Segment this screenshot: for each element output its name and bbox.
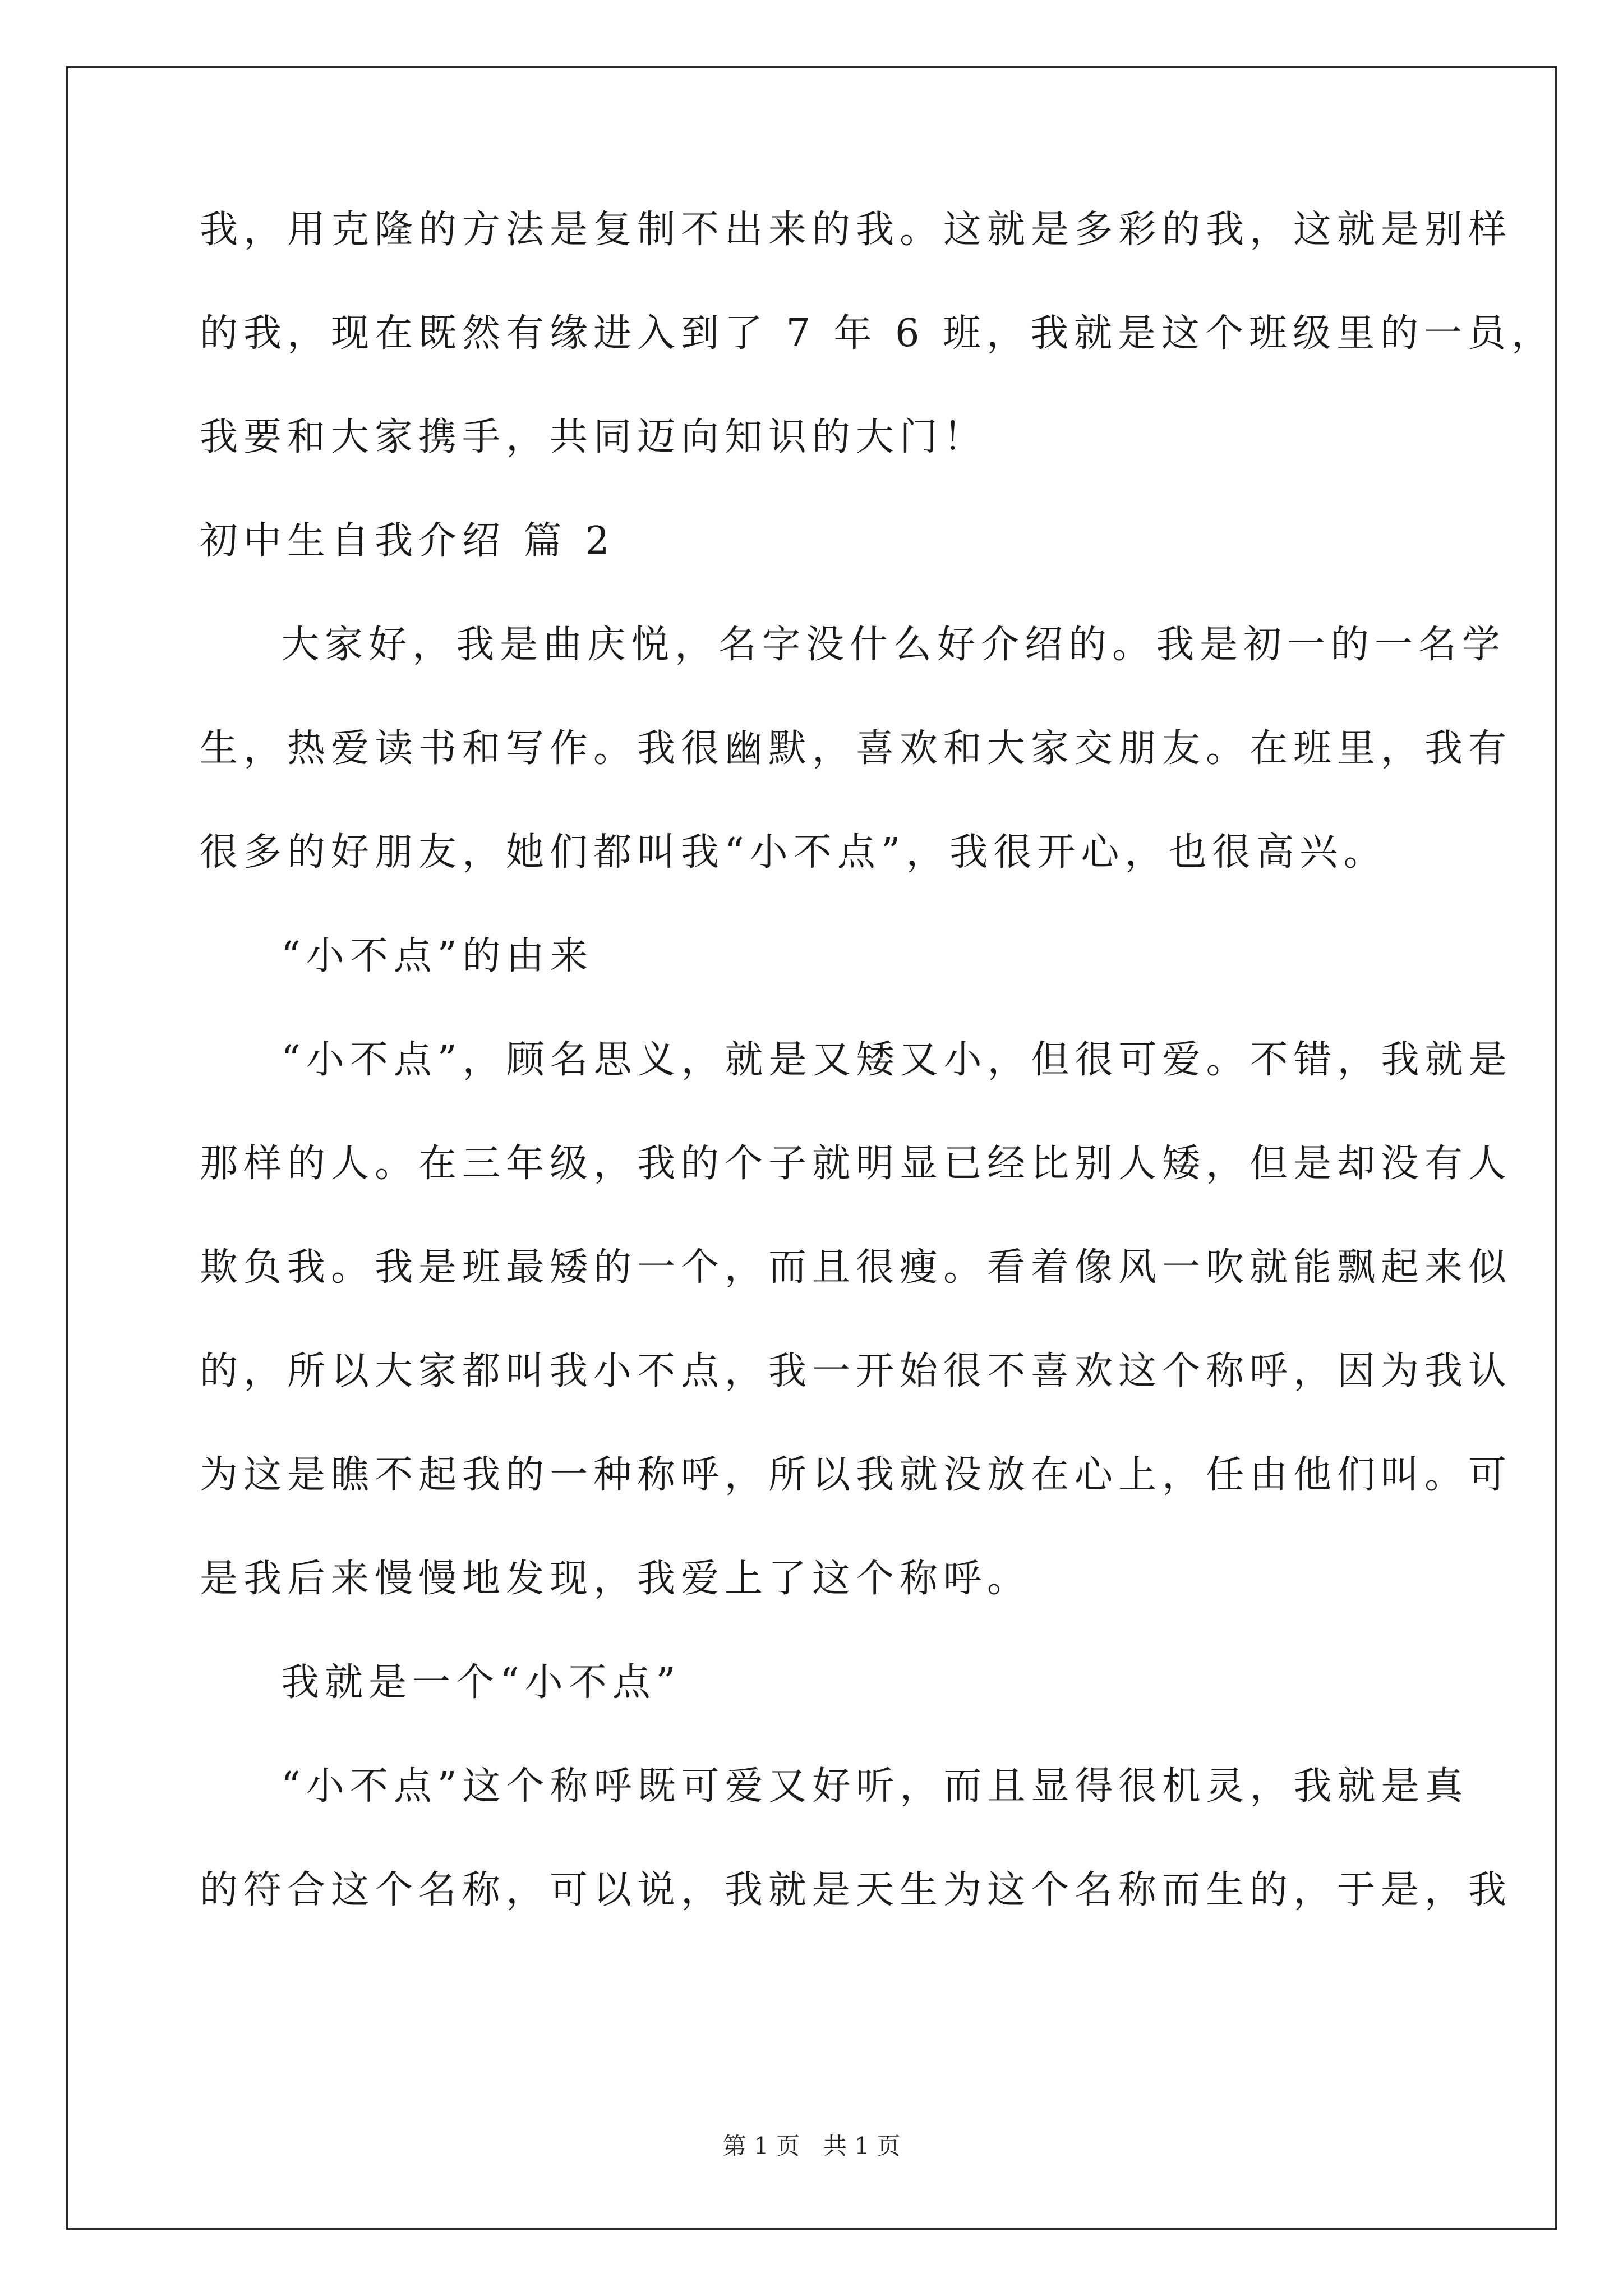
- text-line: 我要和大家携手，共同迈向知识的大门！: [200, 415, 988, 459]
- subheading: “小不点”的由来: [281, 934, 594, 978]
- text-line: 的我，现在既然有缘进入到了 7 年 6 班，我就是这个班级里的一员，: [200, 311, 1555, 356]
- section-heading: 初中生自我介绍 篇 2: [200, 519, 615, 563]
- paragraph-first-line: “小不点”，顾名思义，就是又矮又小，但很可爱。不错，我就是: [281, 1038, 1513, 1082]
- page-number: 第 1 页 共 1 页: [722, 2132, 901, 2160]
- text-line: 为这是瞧不起我的一种称呼，所以我就没放在心上，任由他们叫。可: [200, 1453, 1513, 1497]
- text-line: 欺负我。我是班最矮的一个，而且很瘦。看着像风一吹就能飘起来似: [200, 1245, 1513, 1290]
- text-line: 的，所以大家都叫我小不点，我一开始很不喜欢这个称呼，因为我认: [200, 1349, 1513, 1393]
- text-line: 我，用克隆的方法是复制不出来的我。这就是多彩的我，这就是别样: [200, 208, 1513, 252]
- paragraph-first-line: 大家好，我是曲庆悦，名字没什么好介绍的。我是初一的一名学: [281, 623, 1506, 667]
- text-line: 很多的好朋友，她们都叫我“小不点”，我很开心，也很高兴。: [200, 830, 1387, 875]
- text-line: 是我后来慢慢地发现，我爱上了这个称呼。: [200, 1557, 1031, 1601]
- text-line: 生，热爱读书和写作。我很幽默，喜欢和大家交朋友。在班里，我有: [200, 726, 1513, 771]
- subheading: 我就是一个“小不点”: [281, 1660, 681, 1705]
- text-line: 的符合这个名称，可以说，我就是天生为这个名称而生的，于是，我: [200, 1868, 1513, 1912]
- paragraph-first-line: “小不点”这个称呼既可爱又好听，而且显得很机灵，我就是真: [281, 1764, 1469, 1809]
- text-line: 那样的人。在三年级，我的个子就明显已经比别人矮，但是却没有人: [200, 1142, 1513, 1186]
